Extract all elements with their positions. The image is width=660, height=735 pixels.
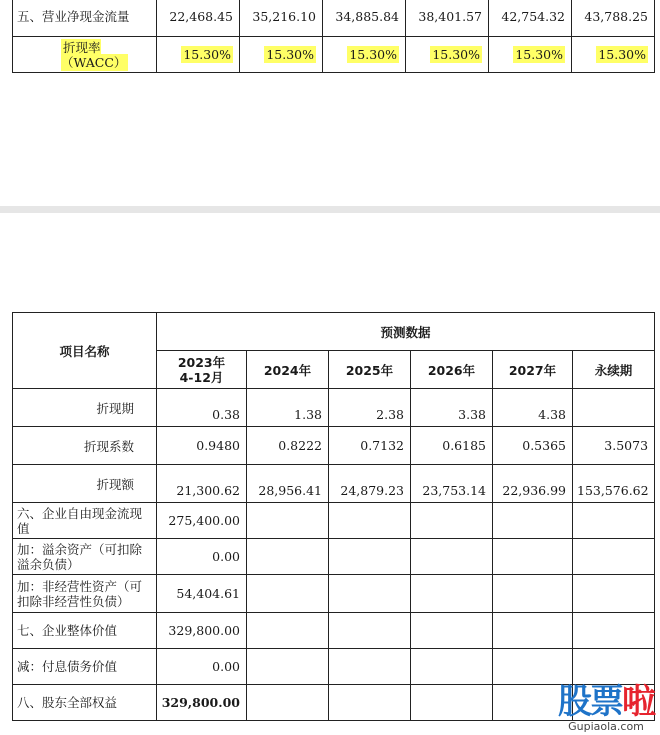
cell-value: 0.6185 — [411, 427, 493, 465]
year-header: 2023年4-12月 — [157, 351, 247, 389]
row-label: 加：非经营性资产（可扣除非经营性负债） — [13, 575, 157, 613]
year-header: 2026年 — [411, 351, 493, 389]
cell-value: 0.7132 — [329, 427, 411, 465]
header-row — [13, 313, 655, 351]
row-label: 六、企业自由现金流现值 — [13, 503, 157, 539]
cell-value — [573, 389, 655, 427]
cell-value-cell — [572, 37, 655, 73]
cell-value: 4.38 — [493, 389, 573, 427]
row-label: 五、营业净现金流量 — [13, 0, 157, 37]
year-header: 2025年 — [329, 351, 411, 389]
cell-value: 21,300.62 — [157, 465, 247, 503]
cell-value-cell — [406, 37, 489, 73]
cell-value: 15.30% — [432, 47, 480, 62]
cell-value: 15.30% — [598, 47, 646, 62]
cell-value: 15.30% — [266, 47, 314, 62]
row-label: 八、股东全部权益 — [13, 685, 157, 721]
cell-value-cell — [240, 37, 323, 73]
row-label: 折现额 — [13, 465, 157, 503]
cell-value: 0.8222 — [247, 427, 329, 465]
cell-value: 22,468.45 — [157, 0, 240, 37]
row-label: 折现期 — [13, 389, 157, 427]
table-row — [13, 389, 655, 427]
cell-value: 15.30% — [349, 47, 397, 62]
cell-value: 38,401.57 — [406, 0, 489, 37]
year-header: 永续期 — [573, 351, 655, 389]
cell-value-cell — [157, 37, 240, 73]
page-divider — [0, 206, 660, 213]
cell-value: 15.30% — [515, 47, 563, 62]
cell-value: 275,400.00 — [157, 503, 247, 539]
row-label: 折现系数 — [13, 427, 157, 465]
cell-value: 153,576.62 — [573, 465, 655, 503]
row-label: 折现率（WACC） — [61, 39, 127, 70]
table-row — [13, 503, 655, 539]
cell-value: 42,754.32 — [489, 0, 572, 37]
cell-value: 3.38 — [411, 389, 493, 427]
table-row — [13, 37, 655, 73]
cell-value: 0.5365 — [493, 427, 573, 465]
cell-value: 0.9480 — [157, 427, 247, 465]
cell-value-cell — [323, 37, 406, 73]
row-label: 七、企业整体价值 — [13, 613, 157, 649]
cell-value: 23,753.14 — [411, 465, 493, 503]
table-row — [13, 427, 655, 465]
cell-value: 0.38 — [157, 389, 247, 427]
watermark-logo: 股票啦 — [558, 682, 654, 722]
year-header: 2027年 — [493, 351, 573, 389]
site-watermark — [558, 684, 654, 733]
watermark-url: Gupiaola.com — [568, 720, 644, 733]
cell-value: 24,879.23 — [329, 465, 411, 503]
valuation-table — [12, 312, 655, 721]
cell-value: 54,404.61 — [157, 575, 247, 613]
table-row — [13, 613, 655, 649]
table-row — [13, 649, 655, 685]
cell-value: 0.00 — [157, 649, 247, 685]
cell-value: 35,216.10 — [240, 0, 323, 37]
cell-value: 28,956.41 — [247, 465, 329, 503]
cell-value: 22,936.99 — [493, 465, 573, 503]
table-row — [13, 539, 655, 575]
cell-value: 34,885.84 — [323, 0, 406, 37]
cell-value: 1.38 — [247, 389, 329, 427]
year-header: 2024年 — [247, 351, 329, 389]
row-label: 加：溢余资产（可扣除溢余负债） — [13, 539, 157, 575]
table-row — [13, 0, 655, 37]
cell-value: 329,800.00 — [157, 613, 247, 649]
row-label-cell — [13, 37, 157, 73]
cell-value: 329,800.00 — [157, 685, 247, 721]
cell-value: 2.38 — [329, 389, 411, 427]
cell-value: 0.00 — [157, 539, 247, 575]
item-name-header: 项目名称 — [13, 313, 157, 389]
cell-value: 43,788.25 — [572, 0, 655, 37]
cell-value: 15.30% — [183, 47, 231, 62]
cell-value: 3.5073 — [573, 427, 655, 465]
table-row — [13, 465, 655, 503]
forecast-data-header: 预测数据 — [157, 313, 655, 351]
row-label: 减：付息债务价值 — [13, 649, 157, 685]
cell-value-cell — [489, 37, 572, 73]
table-row — [13, 575, 655, 613]
cash-flow-table — [12, 0, 655, 73]
